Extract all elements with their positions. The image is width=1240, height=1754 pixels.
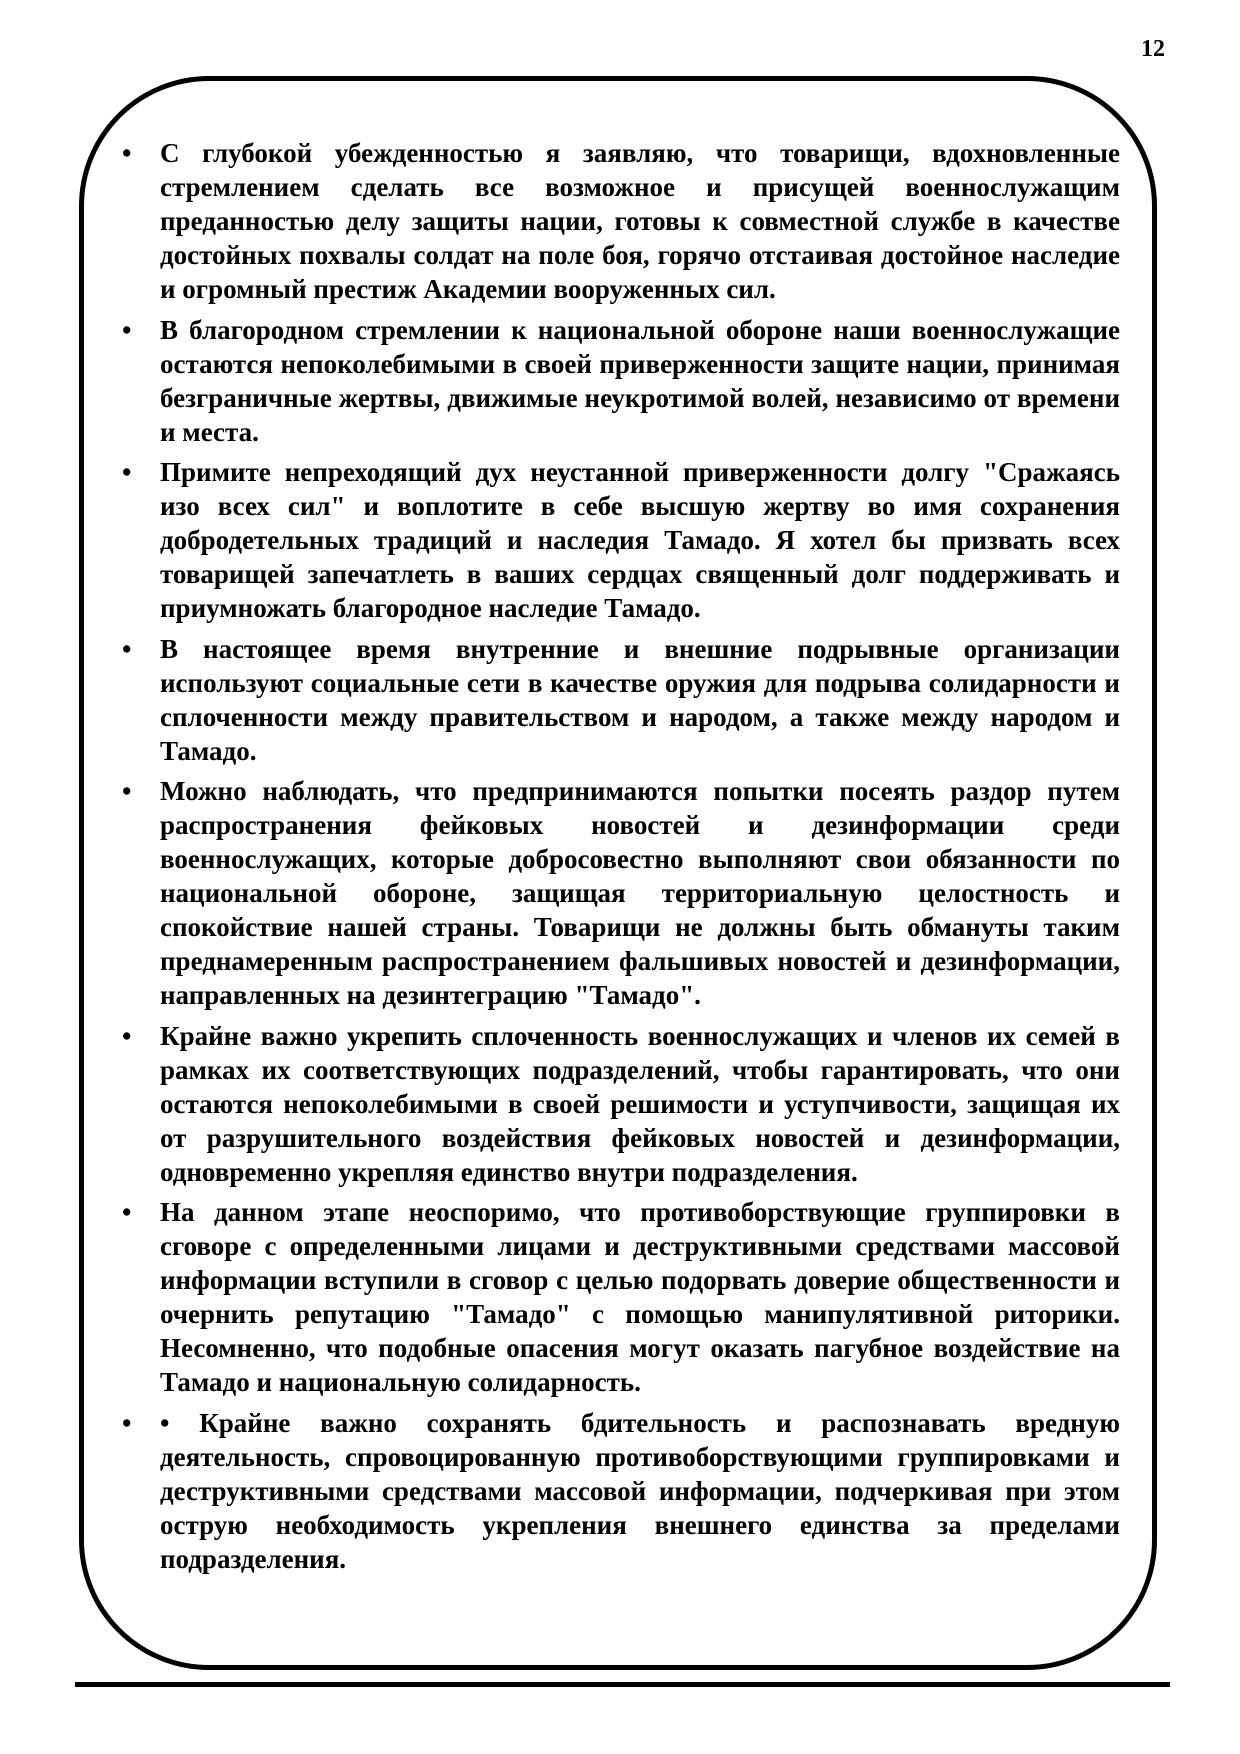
list-item-text: В настоящее время внутренние и внешние подрывные организации используют социальные сети в качестве оружия для подрыва солидарности и сплоченности между правительством и народом, а также между народом и Тамадо. <box>160 633 1120 766</box>
list-item-text: На данном этапе неоспоримо, что противоборствующие группировки в сговоре с определенными лицами и деструктивными средствами массовой информации вступили в сговор с целью подорвать доверие общественности и очернить репутацию "Тамадо" с помощью манипулятивной риторики. Несомненно, что подобные опасения могут оказать пагубное воздействие на Тамадо и национальную солидарность. <box>160 1197 1120 1397</box>
list-item <box>120 313 1120 449</box>
bullet-marker: • <box>122 1197 132 1227</box>
list-item <box>120 632 1120 768</box>
list-item <box>120 1019 1120 1189</box>
bullet-marker: • <box>122 457 132 487</box>
bullet-marker: • <box>122 776 132 806</box>
bullet-marker: • <box>122 1407 132 1438</box>
bottom-rule <box>75 1682 1170 1687</box>
bullet-marker: • <box>122 1020 132 1051</box>
list-item-text: Примите непреходящий дух неустанной приверженности долгу "Сражаясь изо всех сил" и воплотите в себе высшую жертву во имя сохранения добродетельных традиций и наследия Тамадо. Я хотел бы призвать всех товарищей запечатлеть в ваших сердцах священный долг поддерживать и приумножать благородное наследие Тамадо. <box>160 457 1120 623</box>
bullet-marker: • <box>122 138 132 168</box>
list-item-text: С глубокой убежденностью я заявляю, что товарищи, вдохновленные стремлением сделать все возможное и присущей военнослужащим преданностью делу защиты нации, готовы к совместной службе в качестве достойных похвалы солдат на поле боя, горячо отстаивая достойное наследие и огромный престиж Академии вооруженных сил. <box>160 138 1120 304</box>
list-item-text: • Крайне важно сохранять бдительность и распознавать вредную деятельность, спровоцированную противоборствующими группировками и деструктивными средствами массовой информации, подчеркивая при этом острую необходимость укрепления внешнего единства за пределами подразделения. <box>160 1407 1120 1574</box>
bullet-marker: • <box>122 314 132 345</box>
bullet-marker: • <box>122 633 132 664</box>
list-item <box>120 1195 1120 1399</box>
list-item-text: Крайне важно укрепить сплоченность военнослужащих и членов их семей в рамках их соответствующих подразделений, чтобы гарантировать, что они остаются непоколебимыми в своей решимости и уступчивости, защищая их от разрушительного воздействия фейковых новостей и дезинформации, одновременно укрепляя единство внутри подразделения. <box>160 1020 1120 1187</box>
list-item <box>120 455 1120 625</box>
list-item-text: Можно наблюдать, что предпринимаются попытки посеять раздор путем распространения фейковых новостей и дезинформации среди военнослужащих, которые добросовестно выполняют свои обязанности по национальной обороне, защищая территориальную целостность и спокойствие нашей страны. Товарищи не должны быть обмануты таким преднамеренным распространением фальшивых новостей и дезинформации, направленных на дезинтеграцию "Тамадо". <box>160 776 1120 1010</box>
bullet-list <box>120 136 1120 1582</box>
page-number: 12 <box>1141 36 1165 62</box>
list-item <box>120 1406 1120 1576</box>
list-item <box>120 774 1120 1012</box>
list-item <box>120 136 1120 306</box>
list-item-text: В благородном стремлении к национальной обороне наши военнослужащие остаются непоколебимыми в своей приверженности защите нации, принимая безграничные жертвы, движимые неукротимой волей, независимо от времени и места. <box>160 314 1120 447</box>
